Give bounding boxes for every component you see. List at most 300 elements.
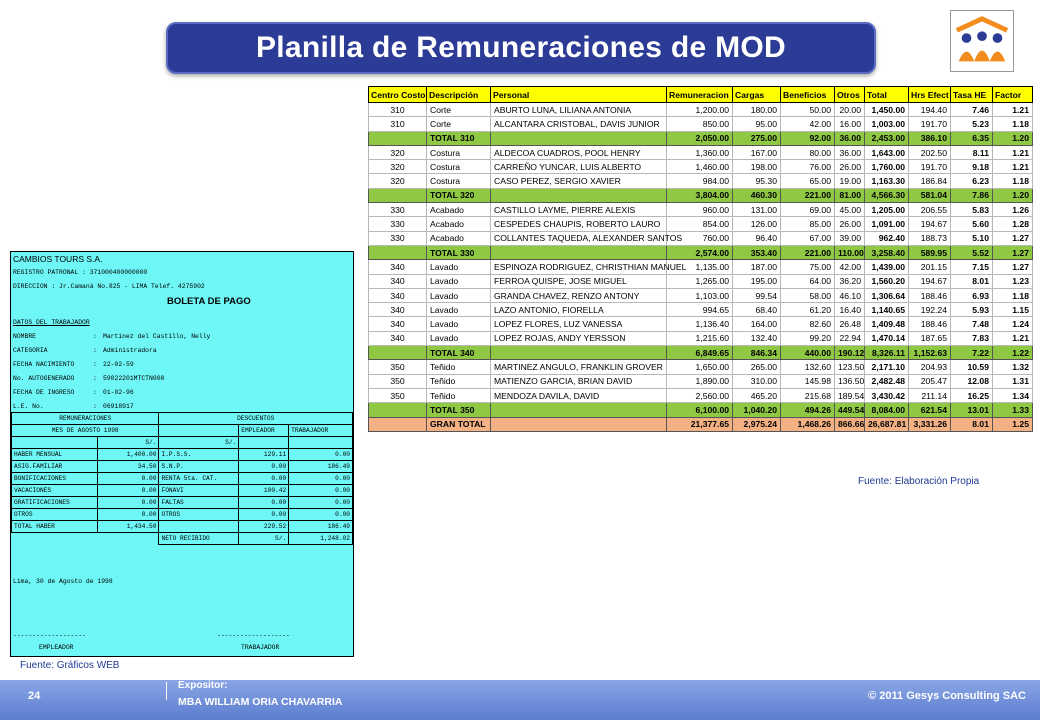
table-cell: 1,103.00 <box>667 288 733 302</box>
table-cell: 4,566.30 <box>865 188 909 202</box>
subtotal-row <box>369 131 1033 145</box>
table-cell: 187.00 <box>733 260 781 274</box>
table-cell: Costura <box>427 160 491 174</box>
boleta-field-label: FECHA NACIMIENTO <box>13 361 75 368</box>
table-cell: 36.00 <box>835 145 865 159</box>
table-cell: 8,326.11 <box>865 346 909 360</box>
table-cell: 201.15 <box>909 260 951 274</box>
table-cell: 1,265.00 <box>667 274 733 288</box>
table-cell: 7.83 <box>951 331 993 345</box>
table-cell: Corte <box>427 117 491 131</box>
table-cell: 2,050.00 <box>667 131 733 145</box>
table-cell: MENDOZA DAVILA, DAVID <box>491 388 667 402</box>
table-cell: Acabado <box>427 203 491 217</box>
table-cell: 1.25 <box>993 417 1033 431</box>
table-cell: 330 <box>369 203 427 217</box>
table-cell: 1.21 <box>993 145 1033 159</box>
table-cell: 67.00 <box>781 231 835 245</box>
table-row <box>369 374 1033 388</box>
boleta-field-colon: : <box>93 389 97 396</box>
boleta-field-colon: : <box>93 375 97 382</box>
table-row <box>369 388 1033 402</box>
table-cell: 984.00 <box>667 174 733 188</box>
table-cell: 320 <box>369 145 427 159</box>
table-cell: LAZO ANTONIO, FIORELLA <box>491 303 667 317</box>
boleta-line <box>12 485 353 497</box>
table-cell: 96.40 <box>733 231 781 245</box>
table-cell: 188.73 <box>909 231 951 245</box>
table-cell: MATIENZO GARCIA, BRIAN DAVID <box>491 374 667 388</box>
table-cell: 110.00 <box>835 245 865 259</box>
title-banner <box>166 22 876 74</box>
table-cell: 1,136.40 <box>667 317 733 331</box>
table-cell: 1.21 <box>993 331 1033 345</box>
table-cell: 465.20 <box>733 388 781 402</box>
table-row <box>369 103 1033 117</box>
table-cell: 198.00 <box>733 160 781 174</box>
firma-line-trabajador: ------------------- <box>217 632 290 639</box>
table-cell: 1,163.30 <box>865 174 909 188</box>
table-cell: LOPEZ ROJAS, ANDY YERSSON <box>491 331 667 345</box>
boleta-line <box>12 473 353 485</box>
table-cell: 21,377.65 <box>667 417 733 431</box>
table-cell: 3,804.00 <box>667 188 733 202</box>
table-cell: 7.46 <box>951 103 993 117</box>
table-cell: 3,258.40 <box>865 245 909 259</box>
table-cell: 92.00 <box>781 131 835 145</box>
firma-line-empleador: ------------------- <box>13 632 86 639</box>
empleador-header: EMPLEADOR <box>239 425 289 437</box>
table-row <box>369 360 1033 374</box>
page-number: 24 <box>28 690 41 702</box>
boleta-cell: GRATIFICACIONES <box>12 497 98 509</box>
table-cell: 206.55 <box>909 203 951 217</box>
boleta-company: CAMBIOS TOURS S.A. <box>13 254 103 264</box>
table-cell: 36.20 <box>835 274 865 288</box>
boleta-cell: BONIFICACIONES <box>12 473 98 485</box>
table-cell <box>491 188 667 202</box>
table-cell: 854.00 <box>667 217 733 231</box>
currency-desc: S/. <box>159 437 239 449</box>
subtotal-row <box>369 403 1033 417</box>
table-cell <box>369 245 427 259</box>
table-cell: 5.60 <box>951 217 993 231</box>
table-cell: 960.00 <box>667 203 733 217</box>
table-cell: 50.00 <box>781 103 835 117</box>
table-cell: 131.00 <box>733 203 781 217</box>
table-cell: ESPINOZA RODRIGUEZ, CHRISTHIAN MANUEL <box>491 260 667 274</box>
table-cell: 26,687.81 <box>865 417 909 431</box>
table-cell: 340 <box>369 317 427 331</box>
table-cell: 13.01 <box>951 403 993 417</box>
table-cell: 95.30 <box>733 174 781 188</box>
boleta-field-colon: : <box>93 333 97 340</box>
company-logo <box>950 10 1014 72</box>
column-header: Centro Costo <box>369 87 427 103</box>
grand-total-row <box>369 417 1033 431</box>
table-cell: 45.00 <box>835 203 865 217</box>
boleta-cell: 186.49 <box>289 461 353 473</box>
table-row <box>369 303 1033 317</box>
table-cell: 136.50 <box>835 374 865 388</box>
table-cell: 132.40 <box>733 331 781 345</box>
boleta-line <box>12 449 353 461</box>
table-row <box>369 288 1033 302</box>
table-cell: 1.27 <box>993 245 1033 259</box>
table-cell: 494.26 <box>781 403 835 417</box>
table-cell: 211.14 <box>909 388 951 402</box>
table-cell: 350 <box>369 388 427 402</box>
column-header: Total <box>865 87 909 103</box>
total-haber-label: TOTAL HABER <box>12 521 98 533</box>
table-cell: 1.23 <box>993 274 1033 288</box>
table-cell: 1.20 <box>993 188 1033 202</box>
table-cell: 353.40 <box>733 245 781 259</box>
table-cell: 8,084.00 <box>865 403 909 417</box>
table-cell: ABURTO LUNA, LILIANA ANTONIA <box>491 103 667 117</box>
boleta-cell: 0.00 <box>97 509 159 521</box>
table-cell: 3,331.26 <box>909 417 951 431</box>
table-cell: 12.08 <box>951 374 993 388</box>
table-cell: 42.00 <box>781 117 835 131</box>
table-cell: 1,200.00 <box>667 103 733 117</box>
table-cell <box>369 131 427 145</box>
table-cell: 95.00 <box>733 117 781 131</box>
table-cell: 1,439.00 <box>865 260 909 274</box>
source-note-right: Fuente: Elaboración Propia <box>858 476 980 487</box>
table-cell: 1.21 <box>993 103 1033 117</box>
boleta-field-value: 59022201MTCTN008 <box>103 375 165 382</box>
boleta-cell: FONAVI <box>159 485 239 497</box>
boleta-cell: 0.00 <box>289 449 353 461</box>
table-cell: ALCANTARA CRISTOBAL, DAVIS JUNIOR <box>491 117 667 131</box>
table-cell: 204.93 <box>909 360 951 374</box>
table-cell: 16.00 <box>835 117 865 131</box>
boleta-fecha: Lima, 30 de Agosto de 1998 <box>13 578 113 585</box>
table-cell: 81.00 <box>835 188 865 202</box>
table-cell: Lavado <box>427 274 491 288</box>
table-cell: 5.83 <box>951 203 993 217</box>
subtotal-row <box>369 346 1033 360</box>
table-cell: Teñido <box>427 374 491 388</box>
table-cell: 123.50 <box>835 360 865 374</box>
table-cell: 1.24 <box>993 317 1033 331</box>
table-cell: 2,574.00 <box>667 245 733 259</box>
table-cell: 26.48 <box>835 317 865 331</box>
neto-currency: S/. <box>239 533 289 545</box>
subtotal-row <box>369 245 1033 259</box>
table-cell: Costura <box>427 174 491 188</box>
table-cell: 8.01 <box>951 274 993 288</box>
table-cell: 1.18 <box>993 174 1033 188</box>
table-cell: 164.00 <box>733 317 781 331</box>
table-cell: CARREÑO YUNCAR, LUIS ALBERTO <box>491 160 667 174</box>
table-cell: 1.15 <box>993 303 1033 317</box>
boleta-cell: OTROS <box>12 509 98 521</box>
copyright: © 2011 Gesys Consulting SAC <box>868 690 1026 702</box>
boleta-field-colon: : <box>93 403 97 410</box>
total-trabajador: 186.49 <box>289 521 353 533</box>
firma-trabajador: TRABAJADOR <box>241 644 280 651</box>
table-cell: 6.23 <box>951 174 993 188</box>
table-cell: 1.18 <box>993 117 1033 131</box>
table-cell: 265.00 <box>733 360 781 374</box>
table-row <box>369 203 1033 217</box>
table-cell: 850.00 <box>667 117 733 131</box>
table-cell <box>491 417 667 431</box>
column-header: Descripción <box>427 87 491 103</box>
table-cell: 167.00 <box>733 145 781 159</box>
table-cell: 1,152.63 <box>909 346 951 360</box>
boleta-cell: 0.00 <box>97 485 159 497</box>
table-cell: Lavado <box>427 260 491 274</box>
table-cell: 189.54 <box>835 388 865 402</box>
neto-value: 1,248.02 <box>289 533 353 545</box>
table-cell: 99.20 <box>781 331 835 345</box>
boleta-cell: HABER MENSUAL <box>12 449 98 461</box>
table-cell: TOTAL 330 <box>427 245 491 259</box>
table-cell: 8.11 <box>951 145 993 159</box>
table-cell: 132.60 <box>781 360 835 374</box>
boleta-cell: ASIG.FAMILIAR <box>12 461 98 473</box>
table-cell: 194.67 <box>909 274 951 288</box>
subtotal-row <box>369 188 1033 202</box>
table-cell: 221.00 <box>781 188 835 202</box>
remuneraciones-header: REMUNERACIONES <box>12 413 159 425</box>
table-cell: 1.31 <box>993 374 1033 388</box>
table-cell: 80.00 <box>781 145 835 159</box>
table-cell: 1.27 <box>993 231 1033 245</box>
table-cell: 145.98 <box>781 374 835 388</box>
boleta-detail-table <box>11 412 353 545</box>
table-cell: 330 <box>369 217 427 231</box>
table-cell: Acabado <box>427 231 491 245</box>
table-cell: 6.35 <box>951 131 993 145</box>
table-row <box>369 260 1033 274</box>
source-note-left: Fuente: Gráficos WEB <box>20 660 120 671</box>
boleta-cell: 0.00 <box>97 473 159 485</box>
table-row <box>369 217 1033 231</box>
table-cell: 186.84 <box>909 174 951 188</box>
table-cell: 2,453.00 <box>865 131 909 145</box>
table-cell: 1,215.60 <box>667 331 733 345</box>
expositor-name: MBA WILLIAM ORIA CHAVARRIA <box>178 696 343 708</box>
table-cell: Lavado <box>427 303 491 317</box>
table-cell: 9.18 <box>951 160 993 174</box>
table-cell: 5.93 <box>951 303 993 317</box>
boleta-field-label: FECHA DE INGRESO <box>13 389 75 396</box>
table-cell: 2,482.48 <box>865 374 909 388</box>
planilla-table <box>368 86 1033 432</box>
table-cell: 5.52 <box>951 245 993 259</box>
page-title: Planilla de Remuneraciones de MOD <box>255 31 787 64</box>
table-cell: Lavado <box>427 288 491 302</box>
table-row <box>369 274 1033 288</box>
table-cell: COLLANTES TAQUEDA, ALEXANDER SANTOS <box>491 231 667 245</box>
table-cell: 58.00 <box>781 288 835 302</box>
table-cell: 320 <box>369 174 427 188</box>
boleta-field-colon: : <box>93 347 97 354</box>
table-cell: 340 <box>369 288 427 302</box>
table-cell: 65.00 <box>781 174 835 188</box>
table-cell: 22.94 <box>835 331 865 345</box>
table-cell: 99.54 <box>733 288 781 302</box>
table-cell: 7.48 <box>951 317 993 331</box>
table-cell <box>369 188 427 202</box>
table-cell: 2,975.24 <box>733 417 781 431</box>
table-cell: 330 <box>369 231 427 245</box>
table-cell: 10.59 <box>951 360 993 374</box>
table-cell: 16.25 <box>951 388 993 402</box>
table-cell: 194.40 <box>909 103 951 117</box>
table-cell: 1,468.26 <box>781 417 835 431</box>
table-cell: 76.00 <box>781 160 835 174</box>
table-cell: 68.40 <box>733 303 781 317</box>
table-cell: 866.66 <box>835 417 865 431</box>
table-cell: 26.00 <box>835 160 865 174</box>
table-cell: 1.32 <box>993 360 1033 374</box>
column-header: Tasa HE <box>951 87 993 103</box>
table-cell: 1,890.00 <box>667 374 733 388</box>
boleta-field-label: No. AUTOGENERADO <box>13 375 75 382</box>
table-cell: 1,205.00 <box>865 203 909 217</box>
boleta-cell: 0.00 <box>97 497 159 509</box>
table-cell: 1,140.65 <box>865 303 909 317</box>
table-cell: 1,040.20 <box>733 403 781 417</box>
table-cell: 581.04 <box>909 188 951 202</box>
boleta-field-label: CATEGORIA <box>13 347 48 354</box>
table-cell: FERROA QUISPE, JOSE MIGUEL <box>491 274 667 288</box>
table-cell: 191.70 <box>909 160 951 174</box>
column-header: Factor <box>993 87 1033 103</box>
table-cell <box>491 346 667 360</box>
boleta-cell: 0.00 <box>239 461 289 473</box>
boleta-field-label: NOMBRE <box>13 333 37 340</box>
table-cell: 1,650.00 <box>667 360 733 374</box>
boleta-cell: RENTA 5ta. CAT. <box>159 473 239 485</box>
table-cell: 205.47 <box>909 374 951 388</box>
boleta-direccion: DIRECCION : Jr.Camaná No.825 - LIMA Telef. 4275902 <box>13 283 205 290</box>
table-row <box>369 231 1033 245</box>
table-cell: 962.40 <box>865 231 909 245</box>
table-cell: 1,306.64 <box>865 288 909 302</box>
table-cell: 340 <box>369 274 427 288</box>
table-cell: 82.60 <box>781 317 835 331</box>
table-cell: 215.68 <box>781 388 835 402</box>
total-empleador: 229.52 <box>239 521 289 533</box>
table-cell <box>369 403 427 417</box>
table-cell: 310 <box>369 103 427 117</box>
table-cell: 190.12 <box>835 346 865 360</box>
table-cell: 320 <box>369 160 427 174</box>
boleta-cell: S.N.P. <box>159 461 239 473</box>
column-header: Hrs Efect <box>909 87 951 103</box>
table-cell: 340 <box>369 303 427 317</box>
table-cell: 187.65 <box>909 331 951 345</box>
table-cell: 350 <box>369 374 427 388</box>
table-cell: 64.00 <box>781 274 835 288</box>
table-cell: 188.46 <box>909 288 951 302</box>
table-cell: 846.34 <box>733 346 781 360</box>
table-cell <box>491 131 667 145</box>
boleta-title: BOLETA DE PAGO <box>167 296 251 307</box>
table-cell: 449.54 <box>835 403 865 417</box>
boleta-cell: 0.00 <box>289 509 353 521</box>
boleta-cell: 0.00 <box>239 473 289 485</box>
boleta-cell: 100.42 <box>239 485 289 497</box>
table-cell: CESPEDES CHAUPIS, ROBERTO LAURO <box>491 217 667 231</box>
table-cell: 1,560.20 <box>865 274 909 288</box>
table-row <box>369 145 1033 159</box>
table-cell: 19.00 <box>835 174 865 188</box>
table-cell: GRAN TOTAL <box>427 417 491 431</box>
table-cell: 1.34 <box>993 388 1033 402</box>
table-cell: 1,470.14 <box>865 331 909 345</box>
table-cell: 194.67 <box>909 217 951 231</box>
table-cell: Corte <box>427 103 491 117</box>
table-cell: Costura <box>427 145 491 159</box>
table-cell: LOPEZ FLORES, LUZ VANESSA <box>491 317 667 331</box>
table-cell: 1.22 <box>993 346 1033 360</box>
table-cell: 2,171.10 <box>865 360 909 374</box>
table-row <box>369 317 1033 331</box>
table-cell: 1,409.48 <box>865 317 909 331</box>
table-cell: 460.30 <box>733 188 781 202</box>
table-cell: 192.24 <box>909 303 951 317</box>
column-header: Beneficios <box>781 87 835 103</box>
column-header: Personal <box>491 87 667 103</box>
table-cell: 994.65 <box>667 303 733 317</box>
table-cell: 188.46 <box>909 317 951 331</box>
table-cell: Acabado <box>427 217 491 231</box>
column-header: Otros <box>835 87 865 103</box>
table-cell: 1.27 <box>993 260 1033 274</box>
table-cell: 1,135.00 <box>667 260 733 274</box>
boleta-field-value: Martinez del Castillo, Nelly <box>103 333 211 340</box>
table-cell: 760.00 <box>667 231 733 245</box>
boleta-cell: I.P.S.S. <box>159 449 239 461</box>
table-cell: 46.10 <box>835 288 865 302</box>
table-cell: 440.00 <box>781 346 835 360</box>
table-cell: 7.86 <box>951 188 993 202</box>
boleta-line <box>12 509 353 521</box>
table-cell: MARTINEZ ANGULO, FRANKLIN GROVER <box>491 360 667 374</box>
boleta-cell: 0.00 <box>289 473 353 485</box>
table-cell: TOTAL 320 <box>427 188 491 202</box>
table-cell: TOTAL 340 <box>427 346 491 360</box>
table-cell: 1.21 <box>993 160 1033 174</box>
table-cell: 191.70 <box>909 117 951 131</box>
table-cell: 7.15 <box>951 260 993 274</box>
boleta-cell: FALTAS <box>159 497 239 509</box>
table-cell <box>369 346 427 360</box>
table-cell: ALDECOA CUADROS, POOL HENRY <box>491 145 667 159</box>
boleta-cell: 129.11 <box>239 449 289 461</box>
table-cell: 1.18 <box>993 288 1033 302</box>
boleta-cell: 0.00 <box>239 509 289 521</box>
table-cell <box>491 245 667 259</box>
table-cell: Lavado <box>427 331 491 345</box>
table-cell: 3,430.42 <box>865 388 909 402</box>
table-cell: Lavado <box>427 317 491 331</box>
table-row <box>369 117 1033 131</box>
table-cell: 340 <box>369 331 427 345</box>
table-cell: 1.28 <box>993 217 1033 231</box>
table-cell: 1,091.00 <box>865 217 909 231</box>
table-cell: 1.33 <box>993 403 1033 417</box>
table-cell: 310.00 <box>733 374 781 388</box>
boleta-datos-header: DATOS DEL TRABAJADOR <box>13 319 90 326</box>
